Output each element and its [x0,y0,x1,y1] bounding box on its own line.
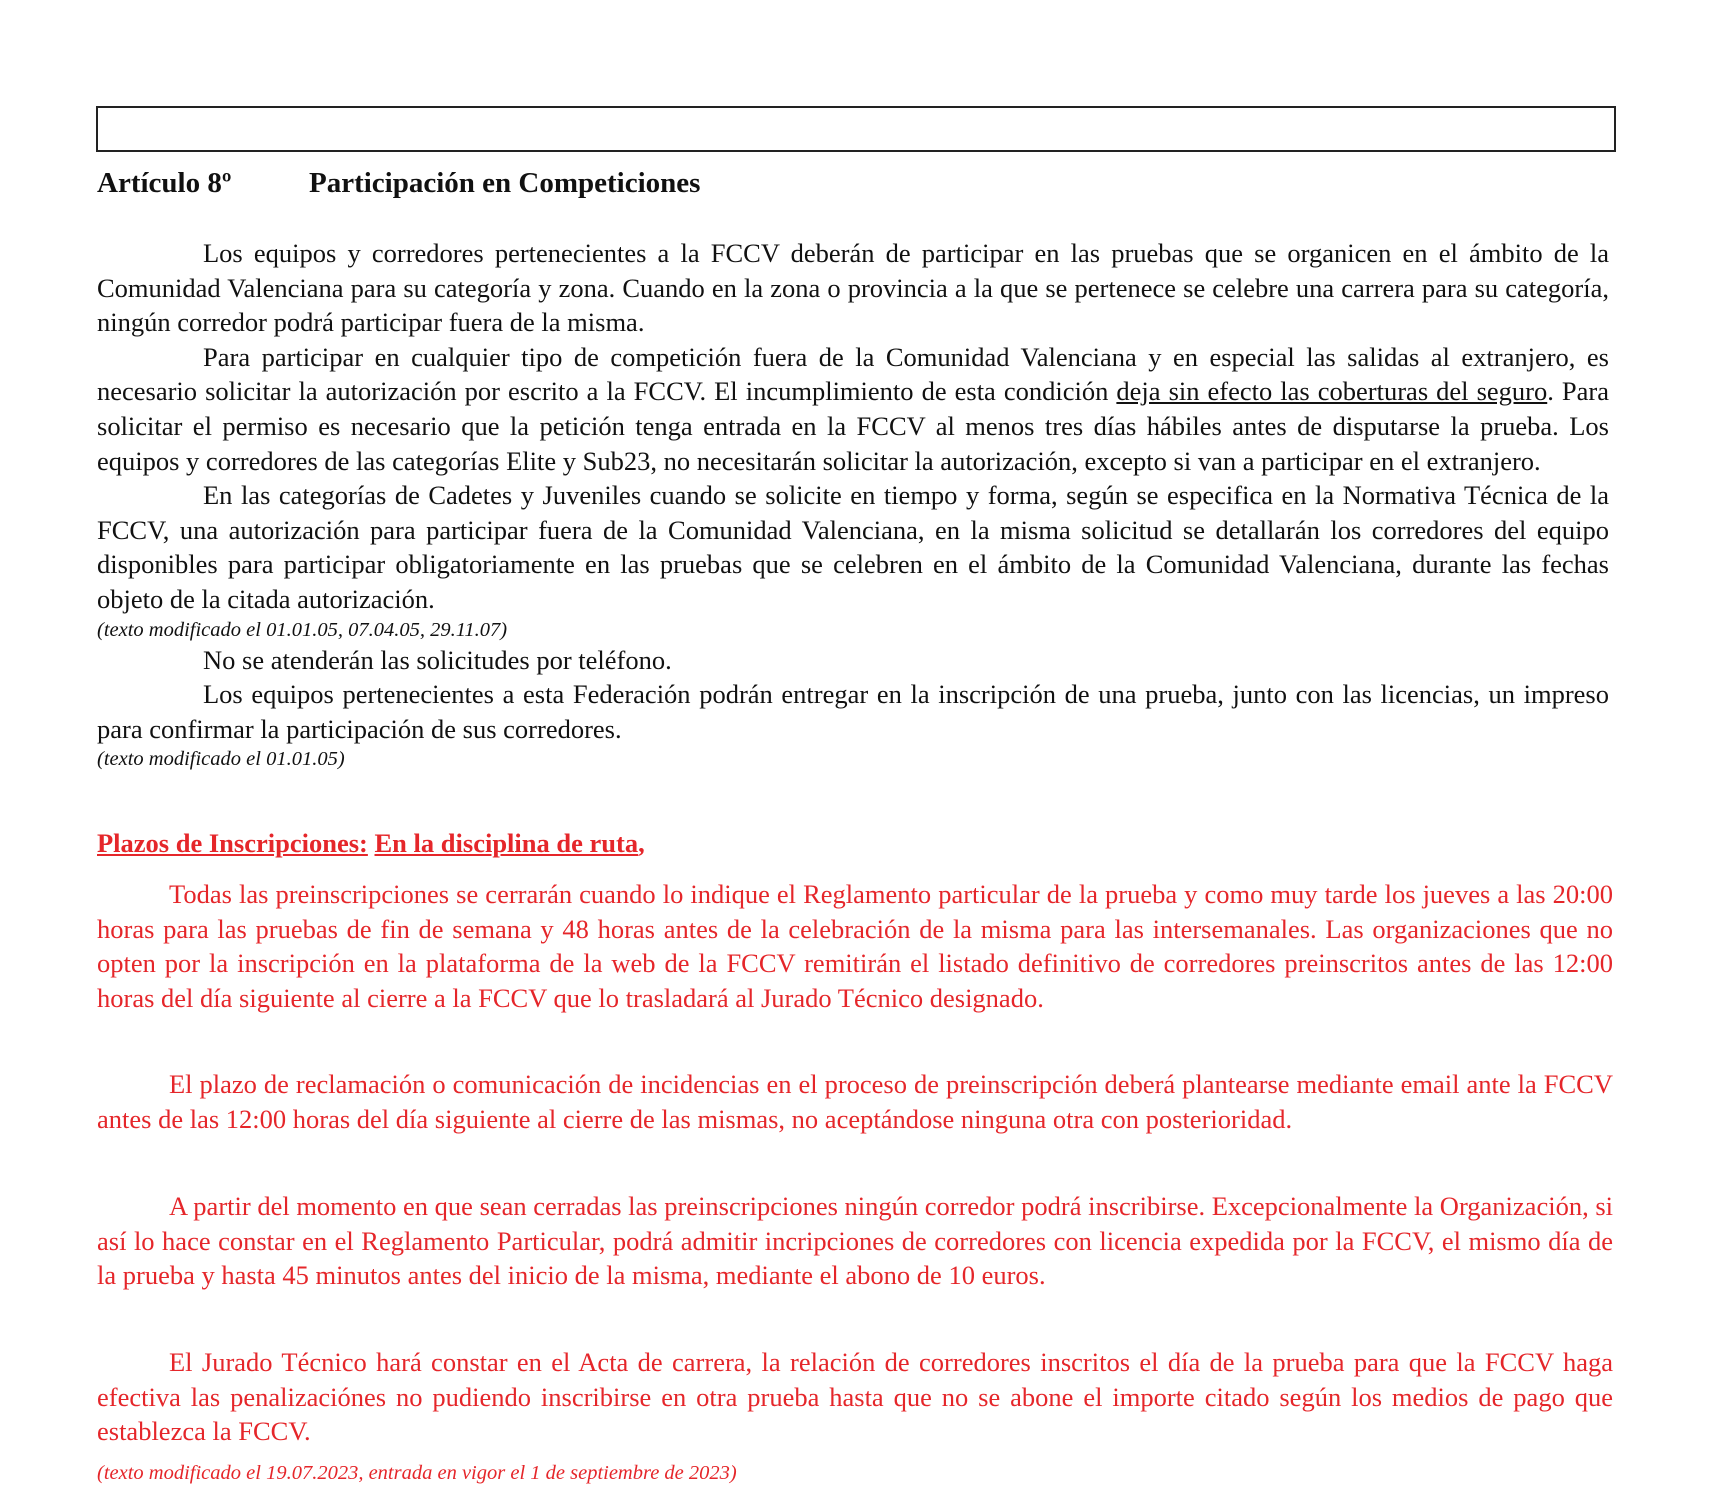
plazos-heading-title: Plazos de Inscripciones: [97,828,368,858]
insurance-clause: deja sin efecto las coberturas del seguro [1116,376,1548,407]
article-number: Artículo 8º [97,167,232,199]
plazos-paragraph-3 [97,1189,1613,1293]
header-frame [96,106,1616,152]
paragraph-2 [97,340,1609,478]
paragraph-2-part-b: . Para solicitar el permiso es necesario que la petición tenga entrada en la FCCV al menos tres días hábiles antes de disputarse la prueba. Los equipos y corredores de las categorías Elite y Sub23, no necesitarán solicitar la autorización, excepto si van a participar en el extranjero. [97,376,1609,476]
article-heading [97,164,700,202]
plazos-text-1: Todas las preinscripciones se cerrarán cuando lo indique el Reglamento particular de la prueba y como muy tarde los jueves a las 20:00 horas para las pruebas de fin de semana y 48 horas antes de la celebración de la misma para las intersemanales. Las organizaciones que no opten por la inscripción en la plataforma de la web de la FCCV remitirán el listado definitivo de corredores preinscritos antes de las 12:00 horas del día siguiente al cierre a la FCCV que lo trasladará al Jurado Técnico designado. [97,879,1613,1013]
plazos-paragraph-2 [97,1067,1613,1136]
plazos-modification-note: (texto modificado el 19.07.2023, entrada en vigor el 1 de septiembre de 2023) [97,1462,737,1484]
article-body [97,236,1609,772]
paragraph-4: No se atenderán las solicitudes por teléfono. [203,644,672,675]
plazos-text-2: El plazo de reclamación o comunicación de incidencias en el proceso de preinscripción deberá plantearse mediante email ante la FCCV antes de las 12:00 horas del día siguiente al cierre de las mismas, no aceptándose ninguna otra con posterioridad. [97,1069,1613,1134]
plazos-heading-discipline: En la disciplina de ruta [374,828,639,858]
plazos-heading-comma: , [638,828,645,858]
modification-note-1: (texto modificado el 01.01.05, 07.04.05, 29.11.07) [97,618,508,641]
paragraph-1: Los equipos y corredores pertenecientes a la FCCV deberán de participar en las pruebas que se organicen en el ámbito de la Comunidad Valenciana para su categoría y zona. Cuando en la zona o provincia a la que se pertenece se celebre una carrera para su categoría, ningún corredor podrá participar fuera de la misma. [97,238,1609,338]
paragraph-5: Los equipos pertenecientes a esta Federación podrán entregar en la inscripción de una prueba, junto con las licencias, un impreso para confirmar la participación de sus corredores. [97,679,1609,744]
paragraph-3: En las categorías de Cadetes y Juveniles cuando se solicite en tiempo y forma, según se especifica en la Normativa Técnica de la FCCV, una autorización para participar fuera de la Comunidad Valenciana, en la misma solicitud se detallarán los corredores del equipo disponibles para participar obligatoriamente en las pruebas que se celebren en el ámbito de la Comunidad Valenciana, durante las fechas objeto de la citada autorización. [97,480,1609,614]
plazos-text-4: El Jurado Técnico hará constar en el Acta de carrera, la relación de corredores inscritos el día de la prueba para que la FCCV haga efectiva las penalizaciónes no pudiendo inscribirse en otra prueba hasta que no se abone el importe citado según los medios de pago que establezca la FCCV. [97,1347,1613,1447]
plazos-paragraph-4 [97,1345,1613,1449]
article-title: Participación en Competiciones [309,167,701,199]
modification-note-2: (texto modificado el 01.01.05) [97,748,345,771]
plazos-paragraph-1 [97,877,1613,1015]
plazos-heading [97,826,645,860]
plazos-text-3: A partir del momento en que sean cerradas las preinscripciones ningún corredor podrá inscribirse. Excepcionalmente la Organización, si así lo hace constar en el Reglamento Particular, podrá admitir incripciones de corredores con licencia expedida por la FCCV, el mismo día de la prueba y hasta 45 minutos antes del inicio de la misma, mediante el abono de 10 euros. [97,1191,1613,1291]
paragraph-2-part-a: Para participar en cualquier tipo de competición fuera de la Comunidad Valenciana y en especial las salidas al extranjero, es necesario solicitar la autorización por escrito a la FCCV. El incumplimiento de esta condición [97,341,1609,407]
